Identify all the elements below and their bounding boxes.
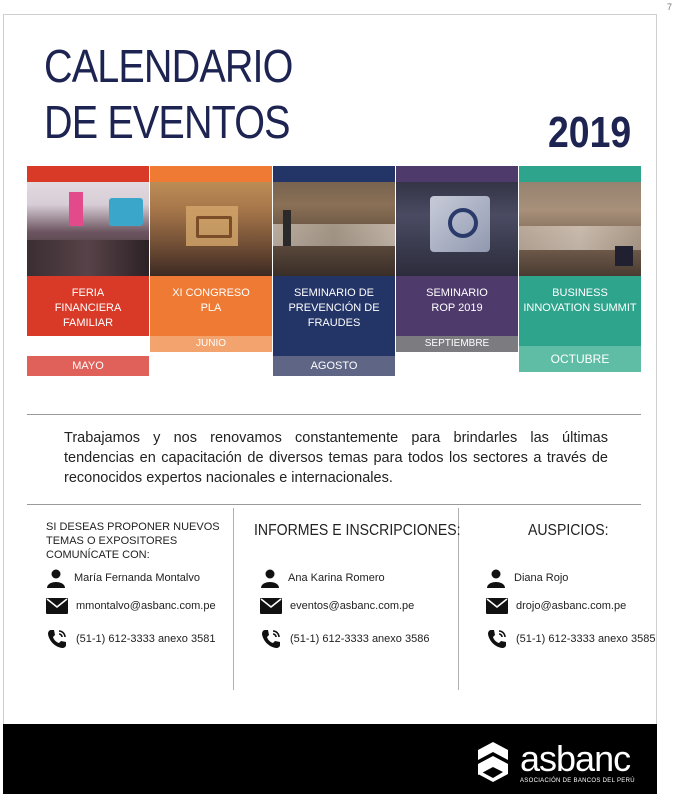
page-title: [44, 38, 293, 150]
page-number: 7: [666, 2, 672, 12]
column-divider-1: [233, 508, 234, 690]
event-name: SEMINARIO ROP 2019: [396, 276, 518, 336]
contact-email-row: [260, 598, 414, 614]
event-photo: [396, 166, 518, 276]
event-name: BUSINESS INNOVATION SUMMIT: [519, 276, 641, 346]
person-icon: [260, 568, 280, 588]
phone-icon: [260, 628, 282, 650]
contact-registration: [254, 508, 461, 690]
contact-email[interactable]: drojo@asbanc.com.pe: [516, 600, 627, 612]
email-icon: [486, 598, 508, 614]
year-label: 2019: [548, 108, 632, 157]
event-month: JUNIO: [150, 336, 272, 352]
event-photo: [519, 166, 641, 276]
contact-heading: SI DESEAS PROPONER NUEVOS TEMAS O EXPOSITORES COMUNÍCATE CON:: [46, 521, 220, 561]
contact-sponsorship: [486, 508, 656, 690]
contact-phone-row: [46, 628, 215, 650]
contact-phone[interactable]: (51-1) 612-3333 anexo 3581: [76, 633, 216, 645]
contact-person-row: [486, 568, 568, 588]
contact-email-row: [46, 598, 216, 614]
event-name: FERIA FINANCIERA FAMILIAR: [27, 276, 149, 336]
contact-email-row: [486, 598, 626, 614]
contact-person: María Fernanda Montalvo: [74, 572, 200, 584]
event-name: SEMINARIO DE PREVENCIÓN DE FRAUDES: [273, 276, 395, 356]
contact-heading: AUSPICIOS:: [528, 522, 609, 539]
events-strip: [27, 166, 641, 380]
logo-name: asbanc: [520, 737, 631, 779]
contact-person: Ana Karina Romero: [288, 572, 385, 584]
person-icon: [46, 568, 66, 588]
asbanc-logo-icon: [476, 740, 510, 784]
title-line-1: CALENDARIO: [44, 40, 293, 92]
event-month: AGOSTO: [273, 356, 395, 376]
contact-heading: INFORMES E INSCRIPCIONES:: [254, 522, 461, 539]
contact-person: Diana Rojo: [514, 572, 569, 584]
description-text: Trabajamos y nos renovamos constantemente para brindarles las últimas tendencias en capacitación de diversos temas para todos los sectores a través de reconocidos expertos nacionales e internacionales.: [64, 430, 608, 486]
title-line-2: DE EVENTOS: [44, 96, 290, 148]
contact-phone-row: [486, 628, 655, 650]
divider-top: [27, 414, 641, 415]
event-photo: [27, 166, 149, 276]
event-month: OCTUBRE: [519, 346, 641, 372]
phone-icon: [46, 628, 68, 650]
contact-email[interactable]: mmontalvo@asbanc.com.pe: [76, 600, 216, 612]
contact-person-row: [260, 568, 385, 588]
email-icon: [46, 598, 68, 614]
contact-phone[interactable]: (51-1) 612-3333 anexo 3586: [290, 633, 430, 645]
contact-person-row: [46, 568, 200, 588]
event-month: MAYO: [27, 356, 149, 376]
contact-proposals: [46, 508, 226, 690]
email-icon: [260, 598, 282, 614]
divider-bottom: [27, 504, 641, 505]
logo-text: [520, 737, 635, 784]
phone-icon: [486, 628, 508, 650]
asbanc-logo: [476, 737, 635, 784]
event-month: SEPTIEMBRE: [396, 336, 518, 352]
event-photo: [273, 166, 395, 276]
event-name: XI CONGRESO PLA: [150, 276, 272, 336]
logo-subtitle: ASOCIACIÓN DE BANCOS DEL PERÚ: [520, 777, 635, 784]
contact-phone-row: [260, 628, 429, 650]
contact-phone[interactable]: (51-1) 612-3333 anexo 3585: [516, 633, 656, 645]
contact-email[interactable]: eventos@asbanc.com.pe: [290, 600, 415, 612]
person-icon: [486, 568, 506, 588]
event-photo: [150, 166, 272, 276]
